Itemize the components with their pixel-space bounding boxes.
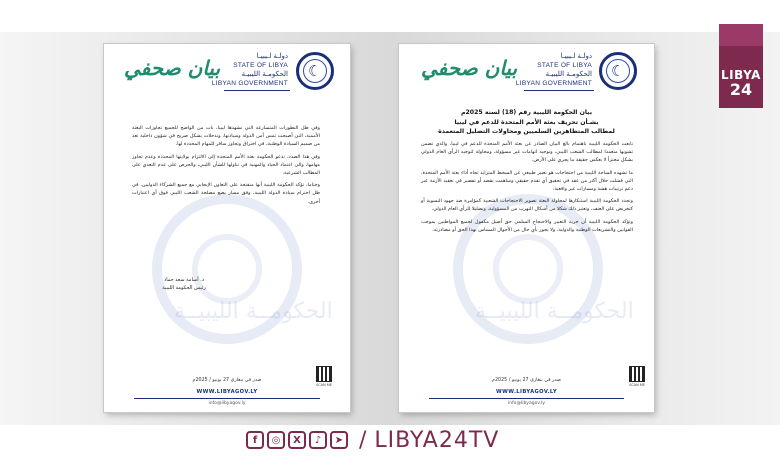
qr-caption: SCAN ME (316, 383, 333, 387)
paragraph: وفي هذا الصدد، تدعو الحكومة بعثة الأمم المتحدة إلى الالتزام بولايتها المحددة وعدم تجاوز مهامها، والى اعتماد الحياد والمهنية في تناولها للشأن الليبي، والحرص على عدم التعدي على المطالب الشرعية. (132, 153, 320, 177)
signature-block (144, 276, 224, 292)
issue-date: صدر في بنغازي 27 يونيو / 2025م (492, 378, 561, 383)
libya-emblem-icon: ☾ (296, 52, 334, 90)
gov-title-ar: الحكومـة الليبيـة (241, 70, 288, 78)
title-line: لمطالب المتظاهرين السلميين ومحاولات التضليل المتعمدة (438, 128, 615, 135)
statement-body (132, 124, 320, 210)
website: WWW.LIBYAGOV.LY (496, 389, 557, 395)
paragraph: وتؤكد الحكومة الليبية أن حرية التعبير والاحتجاج السلمي حق أصيل مكفول لجميع المواطنين بموجب القوانين والتشريعات الوطنية والدولية، ولا يجوز بأي حال من الأحوال المساس بهذا الحق أو مصادرته. (421, 218, 633, 233)
title-line: بيان الحكومة الليبية رقم (18) لسنة 2025م (460, 109, 593, 116)
header-rule (524, 90, 594, 91)
facebook-icon[interactable]: f (246, 431, 264, 449)
paragraph: تابعت الحكومة الليبية باهتمام بالغ البيان الصادر عن بعثة الأمم المتحدة للدعم في ليبيا، والذي تضمن تشويها متعمدا لمطالب الشعب الليبي، وتوجيه اتهامات غير مسؤولة، ومحاولة لتوجيه الرأي العام الدولي بشكل مجتزأ لا يعكس حقيقة ما يجري على الأرض. (421, 141, 633, 164)
gov-name-ar: دولـة لـيبيـا (256, 52, 288, 60)
footer-rule (134, 398, 320, 399)
signer-title: رئيس الحكومة الليبية (162, 285, 206, 291)
page-header (104, 44, 350, 100)
paragraph: وفي ظل التطورات المتسارعة التي تشهدها ليبيا، بات من الواضح للجميع تجاوزات البعثة الأممية، التي أصبحت تمس أمن الدولة وسيادتها، وتدخلات بشكل صريح في شؤون داخلية تعد من صميم السيادة الوطنية، في اختراق وتجاوز سافر للمهام المحددة لها. (132, 125, 320, 148)
watermark-text: الحكومــة الليبيــة (475, 299, 634, 324)
statement-body (421, 140, 633, 238)
website: WWW.LIBYAGOV.LY (196, 389, 258, 395)
libya-emblem-icon: ☾ (599, 52, 637, 90)
gov-name-en: STATE OF LIBYA (233, 62, 288, 69)
gov-title-en: LIBYAN GOVERNMENT (515, 80, 592, 87)
logo-number: 24 (729, 80, 753, 99)
telegram-icon[interactable]: ➤ (330, 431, 348, 449)
footer-rule (429, 398, 624, 399)
gov-name-en: STATE OF LIBYA (537, 62, 592, 69)
paragraph: ما تشهده الساحة الليبية من احتجاجات هو تعبير طبيعي عن السخط المتزايد تجاه أداء بعثة الأمم المتحدة، التي فشلت خلال أكثر من عقد في تحقيق أي تقدم حقيقي وساهمت بقصد أو تقصير في تعقيد الأزمة عبر دعم ترتيبات هشة ومسارات غير واقعية. (421, 169, 633, 193)
signer-name: د. أسامة سعد حماد (163, 277, 204, 283)
qr-caption: SCAN ME (629, 383, 646, 387)
page-header (399, 44, 654, 100)
document-page-left (104, 44, 350, 412)
header-rule (224, 90, 290, 91)
email: info@libyagov.ly (508, 401, 545, 406)
logo-top-strip (719, 24, 763, 46)
gov-title-en: LIBYAN GOVERNMENT (211, 80, 288, 87)
social-bar (246, 428, 499, 452)
document-page-right (399, 44, 654, 412)
separator: / (359, 427, 367, 453)
logo-name: LIBYA (721, 68, 761, 82)
title-line: بشـأن تحريف بعثة الأمم المتحدة للدعم في ليبيا (454, 118, 599, 126)
gov-title-ar: الحكومـة الليبيـة (545, 70, 592, 78)
paragraph: وتجدد الحكومة الليبية استنكارها لمحاولة البعثة تصوير الاحتجاجات الشعبية كمؤامرة ضد جهود التسوية أو كتحريض على العنف، وتعتبر ذلك شكلا من أشكال التهرب من المسؤولية، وتضليلا للرأي العام الدولي. (421, 198, 633, 213)
email: info@libyagov.ly (208, 401, 246, 406)
watermark-text: الحكومــة الليبيــة (174, 299, 333, 324)
channel-logo (719, 24, 763, 108)
tiktok-icon[interactable]: ♪ (309, 431, 327, 449)
issue-date: صدر في بنغازي 27 يونيو / 2025م (192, 378, 262, 383)
paragraph: وختاما، تؤكد الحكومة الليبية أنها منفتحة على التعاون الإيجابي مع جميع الشركاء الدوليين، في ظل احترام سيادة الدولة الليبية، وفق مسار يضع مصلحة الشعب الليبي فوق أي اعتبارات أخرى. (132, 182, 320, 205)
instagram-icon[interactable]: ◎ (267, 431, 285, 449)
x-icon[interactable]: X (288, 431, 306, 449)
gov-name-ar: دولـة لـيبيـا (560, 52, 592, 60)
statement-title (419, 108, 634, 137)
press-release-stamp: بيان صحفي (124, 56, 221, 80)
brand-name: LIBYA24TV (374, 427, 500, 453)
press-release-stamp: بيان صحفي (421, 56, 518, 80)
